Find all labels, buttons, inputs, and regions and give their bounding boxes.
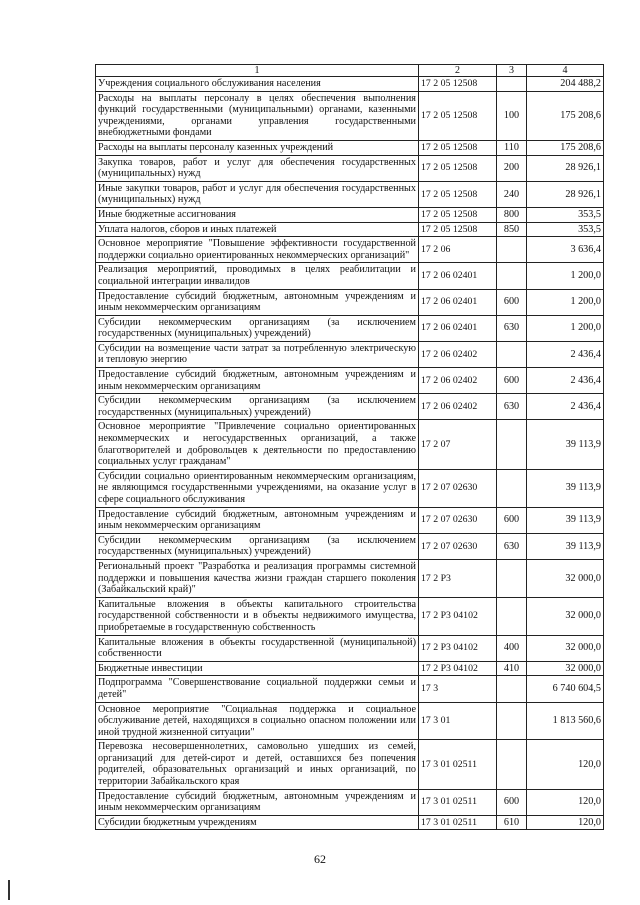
cell-sum: 120,0 — [527, 789, 604, 815]
cell-name: Расходы на выплаты персоналу в целях обеспечения выполнения функций государственными (муниципальными) органами, казенными учреждениями, органами управления государственными внебюджетными фондами — [96, 91, 419, 140]
cell-sum: 32 000,0 — [527, 559, 604, 597]
cell-type: 630 — [497, 315, 527, 341]
cell-type — [497, 420, 527, 469]
cell-type: 400 — [497, 635, 527, 661]
cell-type — [497, 263, 527, 289]
cell-sum: 175 208,6 — [527, 91, 604, 140]
table-row — [96, 77, 604, 92]
table-row — [96, 661, 604, 676]
cell-name: Уплата налогов, сборов и иных платежей — [96, 222, 419, 237]
cell-type — [497, 740, 527, 789]
cell-type: 600 — [497, 368, 527, 394]
table-row — [96, 469, 604, 507]
cell-sum: 39 113,9 — [527, 507, 604, 533]
cell-code: 17 3 — [419, 676, 497, 702]
cell-code: 17 2 06 02401 — [419, 289, 497, 315]
table-row — [96, 789, 604, 815]
table-header-row — [96, 65, 604, 77]
cell-code: 17 2 05 12508 — [419, 222, 497, 237]
cell-type: 110 — [497, 140, 527, 155]
cell-code: 17 2 07 02630 — [419, 533, 497, 559]
column-header-sum: 4 — [527, 65, 604, 77]
cell-code: 17 3 01 — [419, 702, 497, 740]
cell-name: Бюджетные инвестиции — [96, 661, 419, 676]
table-row — [96, 394, 604, 420]
cell-type: 410 — [497, 661, 527, 676]
cell-code: 17 3 01 02511 — [419, 740, 497, 789]
cell-type — [497, 597, 527, 635]
table-row — [96, 155, 604, 181]
cell-code: 17 2 06 02401 — [419, 315, 497, 341]
cell-name: Иные бюджетные ассигнования — [96, 207, 419, 222]
cell-code: 17 2 P3 04102 — [419, 597, 497, 635]
cell-name: Основное мероприятие "Привлечение социально ориентированных некоммерческих и негосударственных организаций, а также благотворителей и добровольцев к деятельности по предоставлению социальных услуг гражданам" — [96, 420, 419, 469]
cell-code: 17 2 07 02630 — [419, 469, 497, 507]
cell-code: 17 3 01 02511 — [419, 815, 497, 830]
cell-code: 17 2 05 12508 — [419, 77, 497, 92]
cell-type: 610 — [497, 815, 527, 830]
table-row — [96, 368, 604, 394]
table-row — [96, 420, 604, 469]
cell-sum: 120,0 — [527, 815, 604, 830]
cell-name: Предоставление субсидий бюджетным, автономным учреждениям и иным некоммерческим организациям — [96, 507, 419, 533]
cell-type: 600 — [497, 289, 527, 315]
cell-code: 17 2 06 02402 — [419, 368, 497, 394]
cell-name: Иные закупки товаров, работ и услуг для обеспечения государственных (муниципальных) нужд — [96, 181, 419, 207]
table-row — [96, 597, 604, 635]
cell-sum: 28 926,1 — [527, 155, 604, 181]
cell-type: 630 — [497, 394, 527, 420]
table-row — [96, 237, 604, 263]
cell-sum: 32 000,0 — [527, 661, 604, 676]
cell-type — [497, 676, 527, 702]
cell-type — [497, 469, 527, 507]
cell-name: Учреждения социального обслуживания населения — [96, 77, 419, 92]
cell-sum: 204 488,2 — [527, 77, 604, 92]
cell-sum: 1 813 560,6 — [527, 702, 604, 740]
cell-name: Субсидии на возмещение части затрат за потребленную электрическую и тепловую энергию — [96, 341, 419, 367]
cell-type: 240 — [497, 181, 527, 207]
table-row — [96, 559, 604, 597]
cell-sum: 1 200,0 — [527, 315, 604, 341]
page-number: 62 — [314, 852, 326, 866]
cell-code: 17 2 P3 04102 — [419, 635, 497, 661]
table-row — [96, 315, 604, 341]
cell-type: 600 — [497, 789, 527, 815]
column-header-name: 1 — [96, 65, 419, 77]
table-row — [96, 140, 604, 155]
cell-name: Перевозка несовершеннолетних, самовольно ушедших из семей, организаций для детей-сирот и детей, оставшихся без попечения родителей, образовательных организаций и иных организаций, по территории Забайкальского края — [96, 740, 419, 789]
cell-sum: 353,5 — [527, 207, 604, 222]
cell-code: 17 2 05 12508 — [419, 155, 497, 181]
cell-type: 630 — [497, 533, 527, 559]
table-row — [96, 263, 604, 289]
cell-name: Закупка товаров, работ и услуг для обеспечения государственных (муниципальных) нужд — [96, 155, 419, 181]
cell-sum: 1 200,0 — [527, 289, 604, 315]
cell-type — [497, 559, 527, 597]
cell-type: 600 — [497, 507, 527, 533]
cell-name: Подпрограмма "Совершенствование социальной поддержки семьи и детей" — [96, 676, 419, 702]
cell-type: 850 — [497, 222, 527, 237]
table-row — [96, 740, 604, 789]
cell-sum: 39 113,9 — [527, 533, 604, 559]
cell-type — [497, 237, 527, 263]
cell-code: 17 2 P3 — [419, 559, 497, 597]
cell-type: 200 — [497, 155, 527, 181]
column-header-code: 2 — [419, 65, 497, 77]
cell-name: Субсидии некоммерческим организациям (за исключением государственных (муниципальных) учреждений) — [96, 394, 419, 420]
cell-sum: 353,5 — [527, 222, 604, 237]
table-row — [96, 289, 604, 315]
cell-sum: 28 926,1 — [527, 181, 604, 207]
cell-sum: 120,0 — [527, 740, 604, 789]
cell-sum: 2 436,4 — [527, 341, 604, 367]
cell-name: Субсидии социально ориентированным некоммерческим организациям, не являющимся государственными учреждениями, на оказание услуг в сфере социального обслуживания — [96, 469, 419, 507]
cell-type: 800 — [497, 207, 527, 222]
table-row — [96, 181, 604, 207]
cell-code: 17 2 06 — [419, 237, 497, 263]
cell-name: Основное мероприятие "Социальная поддержка и социальное обслуживание детей, находящихся в социально опасном положении или иной трудной жизненной ситуации" — [96, 702, 419, 740]
cell-name: Региональный проект "Разработка и реализация программы системной поддержки и повышения качества жизни граждан старшего поколения (Забайкальский край)" — [96, 559, 419, 597]
cell-sum: 32 000,0 — [527, 597, 604, 635]
cell-sum: 2 436,4 — [527, 368, 604, 394]
table-row — [96, 341, 604, 367]
table-row — [96, 507, 604, 533]
cell-sum: 32 000,0 — [527, 635, 604, 661]
cell-code: 17 3 01 02511 — [419, 789, 497, 815]
cell-code: 17 2 06 02402 — [419, 341, 497, 367]
cell-name: Расходы на выплаты персоналу казенных учреждений — [96, 140, 419, 155]
cell-code: 17 2 07 02630 — [419, 507, 497, 533]
table-row — [96, 533, 604, 559]
table-row — [96, 91, 604, 140]
cell-code: 17 2 06 02402 — [419, 394, 497, 420]
cell-name: Капитальные вложения в объекты капитального строительства государственной собственности и в объекты недвижимого имущества, приобретаемые в государственную собственность — [96, 597, 419, 635]
cell-type: 100 — [497, 91, 527, 140]
cell-name: Основное мероприятие "Повышение эффективности государственной поддержки социально ориентированных некоммерческих организаций" — [96, 237, 419, 263]
cell-sum: 1 200,0 — [527, 263, 604, 289]
cell-code: 17 2 07 — [419, 420, 497, 469]
cell-name: Предоставление субсидий бюджетным, автономным учреждениям и иным некоммерческим организациям — [96, 789, 419, 815]
cell-code: 17 2 05 12508 — [419, 140, 497, 155]
scan-mark-left — [8, 880, 10, 900]
cell-name: Предоставление субсидий бюджетным, автономным учреждениям и иным некоммерческим организациям — [96, 289, 419, 315]
cell-sum: 175 208,6 — [527, 140, 604, 155]
cell-name: Предоставление субсидий бюджетным, автономным учреждениям и иным некоммерческим организациям — [96, 368, 419, 394]
table-row — [96, 702, 604, 740]
cell-code: 17 2 05 12508 — [419, 207, 497, 222]
cell-type — [497, 341, 527, 367]
column-header-type: 3 — [497, 65, 527, 77]
cell-type — [497, 702, 527, 740]
table-body — [96, 77, 604, 830]
cell-code: 17 2 05 12508 — [419, 181, 497, 207]
cell-code: 17 2 06 02401 — [419, 263, 497, 289]
cell-name: Субсидии бюджетным учреждениям — [96, 815, 419, 830]
table-row — [96, 635, 604, 661]
cell-name: Капитальные вложения в объекты государственной (муниципальной) собственности — [96, 635, 419, 661]
cell-code: 17 2 P3 04102 — [419, 661, 497, 676]
cell-name: Реализация мероприятий, проводимых в целях реабилитации и социальной интеграции инвалидов — [96, 263, 419, 289]
cell-sum: 39 113,9 — [527, 420, 604, 469]
budget-table — [95, 64, 604, 830]
cell-sum: 3 636,4 — [527, 237, 604, 263]
table-row — [96, 815, 604, 830]
cell-sum: 6 740 604,5 — [527, 676, 604, 702]
cell-sum: 39 113,9 — [527, 469, 604, 507]
table-row — [96, 676, 604, 702]
cell-sum: 2 436,4 — [527, 394, 604, 420]
cell-type — [497, 77, 527, 92]
table-row — [96, 222, 604, 237]
cell-code: 17 2 05 12508 — [419, 91, 497, 140]
cell-name: Субсидии некоммерческим организациям (за исключением государственных (муниципальных) учреждений) — [96, 315, 419, 341]
cell-name: Субсидии некоммерческим организациям (за исключением государственных (муниципальных) учреждений) — [96, 533, 419, 559]
table-row — [96, 207, 604, 222]
